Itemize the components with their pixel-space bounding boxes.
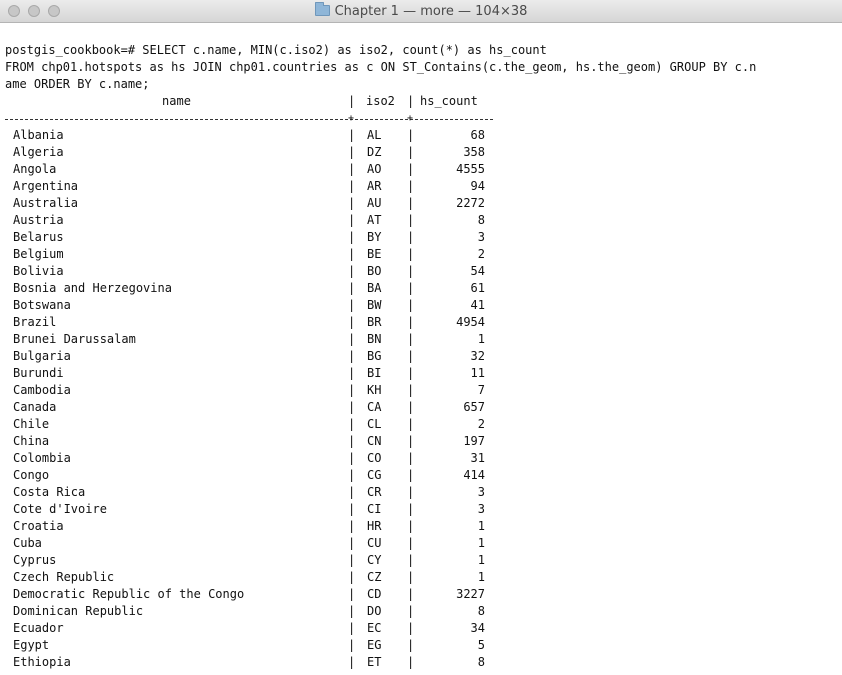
cell-iso2: BO [367,264,382,278]
cell-iso2: HR [367,519,382,533]
cell-iso2: BG [367,349,382,363]
table-row [5,603,842,620]
cell-name: Croatia [13,519,64,533]
table-row [5,535,842,552]
cell-iso2: AL [367,128,382,142]
column-separator: | [407,94,415,108]
cell-name: Cuba [13,536,42,550]
column-separator: | [407,145,415,159]
column-separator: | [348,298,356,312]
table-row [5,382,842,399]
cell-iso2: AT [367,213,382,227]
cell-name: Argentina [13,179,79,193]
column-separator: | [348,94,356,108]
column-separator: | [407,213,415,227]
cell-name: Belgium [13,247,64,261]
cell-name: Bulgaria [13,349,71,363]
cell-name: Ecuador [13,621,64,635]
window-title [0,4,842,19]
terminal-output[interactable] [5,42,842,671]
cell-iso2: BR [367,315,382,329]
column-separator: | [348,553,356,567]
column-separator: | [407,638,415,652]
cell-name: Angola [13,162,57,176]
column-separator: | [348,621,356,635]
column-separator: | [407,247,415,261]
column-separator: | [348,264,356,278]
divider-line [5,119,493,120]
cell-iso2: CG [367,468,382,482]
cell-hs-count: 3227 [456,587,485,601]
cell-name: Egypt [13,638,50,652]
column-separator: | [407,502,415,516]
cell-iso2: KH [367,383,382,397]
cell-hs-count: 68 [470,128,485,142]
cell-hs-count: 54 [470,264,485,278]
cell-name: Canada [13,400,57,414]
cell-hs-count: 8 [477,655,485,669]
table-row [5,586,842,603]
table-row [5,365,842,382]
cell-name: Ethiopia [13,655,71,669]
cell-name: Austria [13,213,64,227]
column-separator: | [348,247,356,261]
cell-hs-count: 1 [477,553,485,567]
command-line: ame ORDER BY c.name; [5,77,150,91]
table-row [5,127,842,144]
cell-name: Czech Republic [13,570,115,584]
column-separator: | [348,604,356,618]
cell-iso2: AR [367,179,382,193]
column-separator: | [407,655,415,669]
table-row [5,450,842,467]
cell-iso2: BN [367,332,382,346]
column-separator: | [348,128,356,142]
table-row [5,654,842,671]
column-separator: | [407,536,415,550]
column-separator: | [348,281,356,295]
cell-iso2: CL [367,417,382,431]
column-separator: | [407,434,415,448]
cell-iso2: CD [367,587,382,601]
column-separator: | [348,451,356,465]
cell-hs-count: 34 [470,621,485,635]
column-separator: | [407,332,415,346]
table-row [5,552,842,569]
column-separator: | [348,162,356,176]
cell-hs-count: 61 [470,281,485,295]
cell-hs-count: 414 [463,468,485,482]
cell-iso2: CR [367,485,382,499]
column-separator: | [407,196,415,210]
cell-hs-count: 2 [477,417,485,431]
command-line: FROM chp01.hotspots as hs JOIN chp01.countries as c ON ST_Contains(c.the_geom, hs.the_geom) GROUP BY c.n [5,60,757,74]
column-separator: | [407,468,415,482]
cell-iso2: CN [367,434,382,448]
cell-hs-count: 2 [477,247,485,261]
table-row [5,246,842,263]
table-row [5,416,842,433]
table-row [5,569,842,586]
cell-hs-count: 4555 [456,162,485,176]
window-title-text: Chapter 1 — more — 104×38 [334,4,528,19]
table-row [5,620,842,637]
table-divider [5,110,842,127]
column-separator: | [348,213,356,227]
cell-iso2: CU [367,536,382,550]
table-row [5,348,842,365]
table-row [5,280,842,297]
cell-name: Costa Rica [13,485,86,499]
cell-hs-count: 31 [470,451,485,465]
cell-hs-count: 7 [477,383,485,397]
table-row [5,263,842,280]
cell-hs-count: 3 [477,502,485,516]
cell-name: Democratic Republic of the Congo [13,587,245,601]
column-separator: | [407,281,415,295]
table-row [5,399,842,416]
header-hs-count: hs_count [420,94,478,108]
column-separator: | [407,553,415,567]
table-body [5,127,842,671]
title-bar[interactable] [0,0,842,23]
table-row [5,178,842,195]
column-separator: | [348,179,356,193]
cell-name: Cyprus [13,553,57,567]
table-row [5,518,842,535]
column-separator: | [407,298,415,312]
cell-iso2: AO [367,162,382,176]
cell-iso2: BE [367,247,382,261]
column-separator: | [348,587,356,601]
column-separator: | [348,332,356,346]
column-separator: | [407,349,415,363]
cell-hs-count: 4954 [456,315,485,329]
cell-hs-count: 358 [463,145,485,159]
cell-name: Dominican Republic [13,604,144,618]
column-separator: | [407,604,415,618]
cell-hs-count: 5 [477,638,485,652]
column-separator: | [407,451,415,465]
column-separator: | [407,366,415,380]
cell-name: Colombia [13,451,71,465]
column-separator: | [407,400,415,414]
column-separator: | [348,570,356,584]
cell-iso2: BY [367,230,382,244]
column-separator: | [348,536,356,550]
table-row [5,637,842,654]
column-separator: | [348,502,356,516]
cell-hs-count: 2272 [456,196,485,210]
table-row [5,484,842,501]
column-separator: | [407,485,415,499]
table-row [5,229,842,246]
cell-name: Bolivia [13,264,64,278]
column-separator: | [348,383,356,397]
column-separator: | [348,434,356,448]
cell-hs-count: 657 [463,400,485,414]
cell-hs-count: 1 [477,332,485,346]
column-separator: | [348,366,356,380]
cell-name: Congo [13,468,50,482]
column-separator: | [348,519,356,533]
column-separator: | [407,621,415,635]
column-separator: | [348,638,356,652]
cell-name: Albania [13,128,64,142]
cell-name: Cote d'Ivoire [13,502,107,516]
column-separator: | [407,264,415,278]
table-row [5,195,842,212]
table-row [5,433,842,450]
cell-hs-count: 8 [477,213,485,227]
cell-hs-count: 41 [470,298,485,312]
column-separator: | [407,162,415,176]
column-separator: | [407,383,415,397]
column-separator: | [348,655,356,669]
cell-hs-count: 1 [477,519,485,533]
command-line: postgis_cookbook=# SELECT c.name, MIN(c.iso2) as iso2, count(*) as hs_count [5,43,547,57]
cell-iso2: ET [367,655,382,669]
table-row [5,501,842,518]
column-separator: | [348,315,356,329]
cell-iso2: CY [367,553,382,567]
cell-hs-count: 32 [470,349,485,363]
cell-name: Brunei Darussalam [13,332,136,346]
column-separator: | [348,468,356,482]
cell-name: China [13,434,50,448]
cell-name: Burundi [13,366,64,380]
cell-iso2: CI [367,502,382,516]
cell-name: Botswana [13,298,71,312]
cell-name: Belarus [13,230,64,244]
table-row [5,212,842,229]
cell-iso2: BW [367,298,382,312]
table-row [5,297,842,314]
cell-hs-count: 11 [470,366,485,380]
table-row [5,161,842,178]
column-separator: | [348,145,356,159]
column-separator: | [407,417,415,431]
table-row [5,467,842,484]
folder-icon [315,5,330,16]
column-separator: | [348,417,356,431]
table-row [5,331,842,348]
cell-name: Brazil [13,315,57,329]
cell-hs-count: 8 [477,604,485,618]
column-separator: | [407,570,415,584]
column-separator: | [348,485,356,499]
cell-iso2: DO [367,604,382,618]
cell-hs-count: 1 [477,536,485,550]
column-separator: | [348,349,356,363]
column-separator: | [348,230,356,244]
cell-iso2: AU [367,196,382,210]
cell-name: Bosnia and Herzegovina [13,281,172,295]
column-separator: | [407,315,415,329]
column-separator: | [407,179,415,193]
cell-name: Chile [13,417,50,431]
table-row [5,314,842,331]
cell-iso2: BA [367,281,382,295]
cell-name: Australia [13,196,79,210]
cell-hs-count: 197 [463,434,485,448]
header-iso2: iso2 [366,94,395,108]
column-separator: | [348,400,356,414]
cell-iso2: CZ [367,570,382,584]
column-separator: | [407,519,415,533]
column-separator: | [407,587,415,601]
column-separator: | [348,196,356,210]
cell-iso2: DZ [367,145,382,159]
cell-hs-count: 1 [477,570,485,584]
header-name: name [162,94,191,108]
cell-iso2: EG [367,638,382,652]
divider-plus: + [348,113,355,124]
column-separator: | [407,128,415,142]
column-separator: | [407,230,415,244]
table-row [5,144,842,161]
cell-iso2: BI [367,366,382,380]
cell-iso2: CO [367,451,382,465]
cell-name: Algeria [13,145,64,159]
divider-plus: + [407,113,414,124]
cell-iso2: CA [367,400,382,414]
cell-hs-count: 3 [477,230,485,244]
table-header [5,93,842,110]
cell-name: Cambodia [13,383,71,397]
cell-hs-count: 3 [477,485,485,499]
cell-iso2: EC [367,621,382,635]
cell-hs-count: 94 [470,179,485,193]
